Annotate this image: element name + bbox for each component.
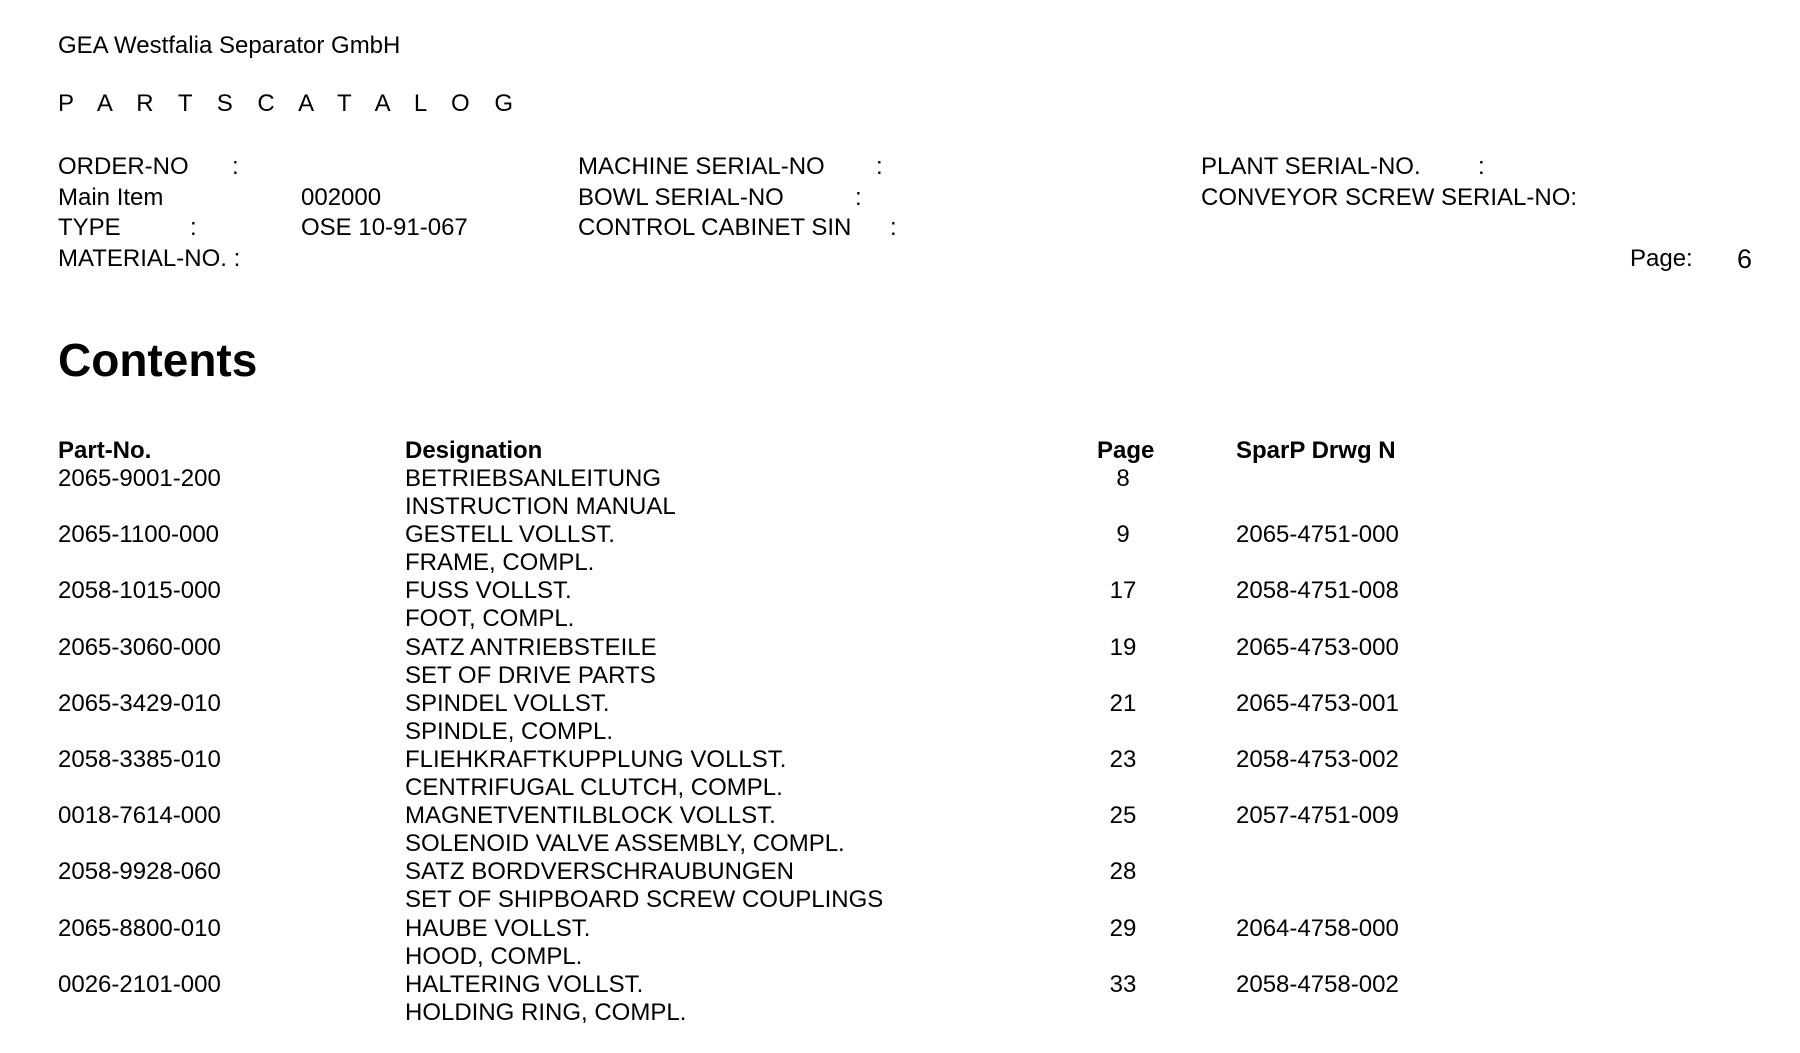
designation-de: GESTELL VOLLST.: [405, 521, 615, 548]
main-item-label: Main Item: [58, 184, 164, 211]
material-no-label: MATERIAL-NO. :: [58, 245, 241, 272]
part-number: 2065-1100-000: [58, 521, 220, 548]
machine-serial-label: MACHINE SERIAL-NO: [578, 153, 825, 180]
sparp-drawing-number: 2058-4753-002: [1236, 746, 1399, 773]
designation-en: CENTRIFUGAL CLUTCH, COMPL.: [405, 774, 783, 801]
designation-en: SET OF SHIPBOARD SCREW COUPLINGS: [405, 886, 884, 913]
designation-en: SPINDLE, COMPL.: [405, 718, 614, 745]
type-label: TYPE: [58, 214, 121, 241]
designation-de: HAUBE VOLLST.: [405, 915, 591, 942]
page-ref: 17: [1109, 577, 1137, 604]
sparp-drawing-number: 2058-4758-002: [1236, 971, 1399, 998]
bowl-serial-label: BOWL SERIAL-NO: [578, 184, 784, 211]
company-name: GEA Westfalia Separator GmbH: [58, 32, 401, 59]
part-number: 2065-9001-200: [58, 465, 221, 492]
page-ref: 8: [1116, 465, 1130, 492]
designation-de: FUSS VOLLST.: [405, 577, 572, 604]
page-ref: 23: [1109, 746, 1137, 773]
designation-en: INSTRUCTION MANUAL: [405, 493, 676, 520]
sparp-drawing-number: 2065-4753-001: [1236, 690, 1399, 717]
designation-en: HOLDING RING, COMPL.: [405, 999, 687, 1026]
bowl-serial-colon: :: [855, 184, 862, 211]
column-header-page: Page: [1097, 437, 1155, 464]
part-number: 2058-3385-010: [58, 746, 221, 773]
page-ref: 33: [1109, 971, 1137, 998]
machine-serial-colon: :: [876, 153, 883, 180]
page-number: 6: [1737, 244, 1753, 274]
page-ref: 29: [1109, 915, 1137, 942]
sparp-drawing-number: 2065-4751-000: [1236, 521, 1399, 548]
designation-de: BETRIEBSANLEITUNG: [405, 465, 662, 492]
designation-en: HOOD, COMPL.: [405, 943, 583, 970]
page-ref: 9: [1116, 521, 1130, 548]
column-header-sparp-drwg: SparP Drwg N: [1236, 437, 1396, 464]
sparp-drawing-number: 2065-4753-000: [1236, 634, 1399, 661]
order-no-label: ORDER-NO: [58, 153, 189, 180]
column-header-part-no: Part-No.: [58, 437, 152, 464]
control-cabinet-colon: :: [890, 214, 897, 241]
part-number: 2065-8800-010: [58, 915, 221, 942]
page-ref: 28: [1109, 858, 1137, 885]
designation-en: SOLENOID VALVE ASSEMBLY, COMPL.: [405, 830, 845, 857]
type-value: OSE 10-91-067: [301, 214, 468, 241]
plant-serial-label: PLANT SERIAL-NO.: [1201, 153, 1421, 180]
designation-en: FRAME, COMPL.: [405, 549, 595, 576]
contents-title: Contents: [58, 334, 258, 386]
part-number: 2065-3060-000: [58, 634, 221, 661]
part-number: 2058-9928-060: [58, 858, 221, 885]
order-no-colon: :: [232, 153, 239, 180]
designation-de: SATZ BORDVERSCHRAUBUNGEN: [405, 858, 794, 885]
designation-de: HALTERING VOLLST.: [405, 971, 644, 998]
sparp-drawing-number: 2058-4751-008: [1236, 577, 1399, 604]
plant-serial-colon: :: [1478, 153, 1485, 180]
designation-de: FLIEHKRAFTKUPPLUNG VOLLST.: [405, 746, 787, 773]
sparp-drawing-number: 2064-4758-000: [1236, 915, 1399, 942]
designation-en: SET OF DRIVE PARTS: [405, 662, 656, 689]
designation-de: SATZ ANTRIEBSTEILE: [405, 634, 657, 661]
type-colon: :: [190, 214, 197, 241]
conveyor-screw-label: CONVEYOR SCREW SERIAL-NO:: [1201, 184, 1578, 211]
control-cabinet-label: CONTROL CABINET SIN: [578, 214, 852, 241]
part-number: 2065-3429-010: [58, 690, 221, 717]
sparp-drawing-number: 2057-4751-009: [1236, 802, 1399, 829]
column-header-designation: Designation: [405, 437, 543, 464]
page-ref: 21: [1109, 690, 1137, 717]
main-item-value: 002000: [301, 184, 382, 211]
part-number: 2058-1015-000: [58, 577, 221, 604]
page-ref: 25: [1109, 802, 1137, 829]
catalog-title: P A R T S C A T A L O G: [58, 90, 523, 117]
part-number: 0018-7614-000: [58, 802, 221, 829]
designation-de: MAGNETVENTILBLOCK VOLLST.: [405, 802, 776, 829]
page-ref: 19: [1109, 634, 1137, 661]
designation-de: SPINDEL VOLLST.: [405, 690, 610, 717]
part-number: 0026-2101-000: [58, 971, 221, 998]
page-label: Page:: [1630, 245, 1693, 272]
designation-en: FOOT, COMPL.: [405, 605, 575, 632]
